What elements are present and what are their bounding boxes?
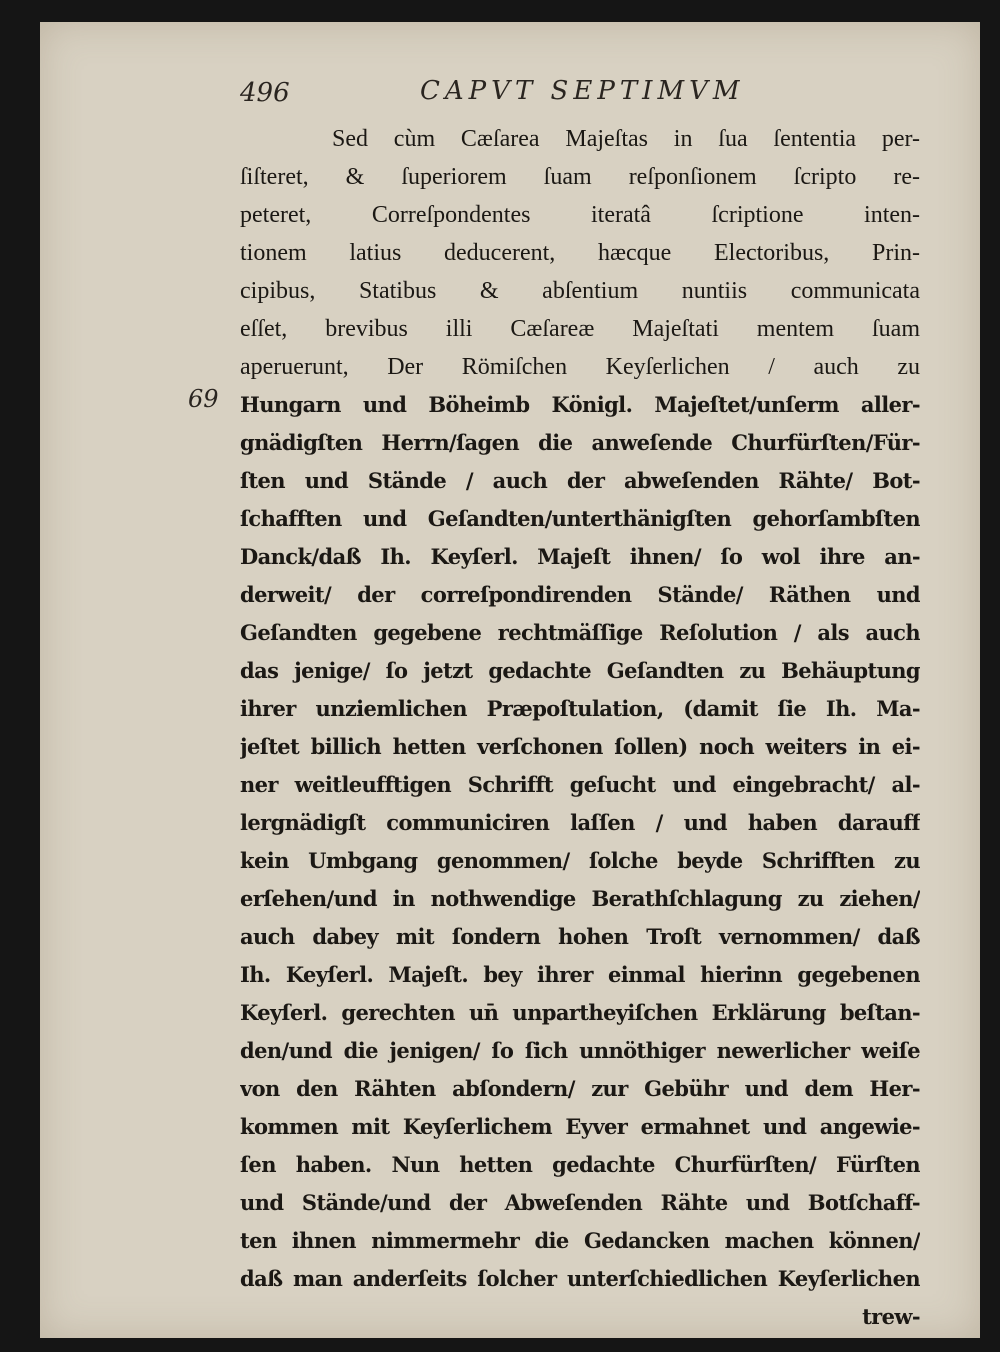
text-line: ten ihnen nimmermehr die Gedancken machen können/ [240, 1228, 920, 1253]
text-line: kommen mit Keyſerlichem Eyver ermahnet und angewie- [240, 1114, 920, 1139]
page-header [240, 74, 760, 114]
text-line: aperuerunt, Der Römiſchen Keyſerlichen / auch zu [240, 354, 920, 380]
text-line: das jenige/ ſo jetzt gedachte Geſandten zu Behäuptung [240, 658, 920, 683]
text-line: ſen haben. Nun hetten gedachte Churfürſten/ Fürſten [240, 1152, 920, 1177]
text-line: gnädigſten Herrn/ſagen die anweſende Churfürſten/Für- [240, 430, 920, 455]
text-line: Geſandten gegebene rechtmäſſige Reſolution / als auch [240, 620, 920, 645]
text-line: erſehen/und in nothwendige Berathſchlagung zu ziehen/ [240, 886, 920, 911]
text-line: Danck/daß Ih. Keyſerl. Majeſt ihnen/ ſo wol ihre an- [240, 544, 920, 569]
text-line: auch dabey mit ſondern hohen Troſt vernommen/ daß [240, 924, 920, 949]
text-line: ſchafften und Geſandten/unterthänigſten gehorſambſten [240, 506, 920, 531]
text-line: Keyſerl. gerechten un̄ unpartheyiſchen Erklärung beſtan- [240, 1000, 920, 1025]
text-line: ihrer unziemlichen Præpoſtulation, (damit ſie Ih. Ma- [240, 696, 920, 721]
text-line: cipibus, Statibus & abſentium nuntiis communicata [240, 278, 920, 304]
body-text [240, 120, 920, 1336]
page-number: 496 [240, 78, 290, 108]
text-line: lergnädigſt communiciren laſſen / und haben darauff [240, 810, 920, 835]
text-line: kein Umbgang genommen/ ſolche beyde Schrifften zu [240, 848, 920, 873]
text-line: ſiſteret, & ſuperiorem ſuam reſponſionem ſcripto re- [240, 164, 920, 190]
text-line: derweit/ der correſpondirenden Stände/ Räthen und [240, 582, 920, 607]
text-line: tionem latius deducerent, hæcque Electoribus, Prin- [240, 240, 920, 266]
text-line: ner weitleufftigen Schrifft geſucht und eingebracht/ al- [240, 772, 920, 797]
text-line: jeſtet billich hetten verſchonen ſollen) noch weiters in ei- [240, 734, 920, 759]
text-line: peteret, Correſpondentes iteratâ ſcriptione inten- [240, 202, 920, 228]
margin-note: 69 [188, 385, 219, 413]
text-line: und Stände/und der Abweſenden Rähte und Botſchaff- [240, 1190, 920, 1215]
text-line: den/und die jenigen/ ſo ſich unnöthiger newerlicher weiſe [240, 1038, 920, 1063]
text-line: Ih. Keyſerl. Majeſt. bey ihrer einmal hierinn gegebenen [240, 962, 920, 987]
text-line: ſten und Stände / auch der abweſenden Rähte/ Bot- [240, 468, 920, 493]
running-head: CAPVT SEPTIMVM [420, 76, 745, 106]
text-line: Sed cùm Cæſarea Majeſtas in ſua ſententia per- [332, 126, 920, 152]
text-line: Hungarn und Böheimb Königl. Majeſtet/unſerm aller- [240, 392, 920, 417]
text-line: eſſet, brevibus illi Cæſareæ Majeſtati mentem ſuam [240, 316, 920, 342]
text-line: von den Rähten abſondern/ zur Gebühr und dem Her- [240, 1076, 920, 1101]
catchword: trew- [862, 1304, 920, 1329]
text-line: daß man anderſeits ſolcher unterſchiedlichen Keyſerlichen [240, 1266, 920, 1291]
